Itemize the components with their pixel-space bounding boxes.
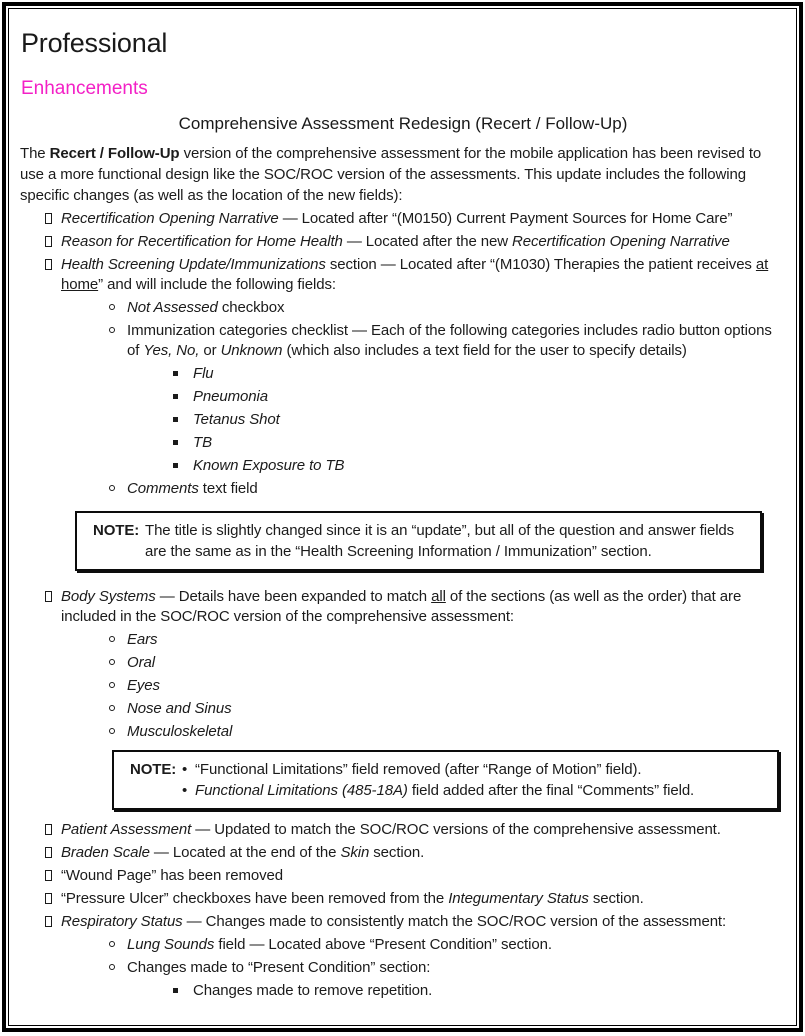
list-item [109,321,786,361]
square-outline-bullet-icon [45,236,52,247]
text-run: checkbox [217,299,285,316]
bullet-wrap [173,387,193,399]
text-run: section. [588,890,644,907]
text-run: Respiratory Status [61,913,183,930]
text-run: Recert / Follow-Up [49,145,180,162]
text-run: Recertification Opening Narrative [512,233,730,250]
text-run: field — Located above “Present Condition” section. [214,936,552,953]
text-run: Flu [193,365,214,382]
note-box [75,511,762,571]
text-run: Changes made to remove repetition. [193,982,433,999]
text-run: Unknown [220,342,283,359]
text-run: Recertification Opening Narrative [61,210,279,227]
filled-square-bullet-icon [173,394,178,399]
list-item [173,387,786,407]
note-box [112,750,779,810]
dot-bullet-icon: • [182,782,188,799]
text-run: Immunization categories checklist — Each of the following categories includes radio button options of [127,322,772,359]
text-run: — Located at the end of the [149,844,341,861]
bullet-wrap [173,981,193,993]
bullet-wrap [109,479,127,491]
text-run: section. [369,844,425,861]
square-outline-bullet-icon [45,259,52,270]
text-run: (which also includes a text field for the user to specify details) [282,342,687,359]
text-run: — Located after “(M0150) Current Payment Sources for Home Care” [278,210,733,227]
document-body [20,209,786,1001]
list-item [45,843,786,863]
note-bullet-text [195,780,694,801]
list-item-text [61,820,786,840]
bullet-wrap [45,587,61,602]
bullet-wrap [109,676,127,688]
list-item-text [127,653,786,673]
text-run: “Pressure Ulcer” checkboxes have been removed from the [61,890,449,907]
text-run: of the sections (as well as the order) that are included in the SOC/ROC version of the comprehensive assessment: [61,588,742,625]
text-run: — Changes made to consistently match the SOC/ROC version of the assessment: [182,913,727,930]
note-label: NOTE: [130,761,177,778]
list-item-text [127,699,786,719]
list-item [45,209,786,229]
text-run: The title is slightly changed since it is an “update”, but all of the question and answer fields are the same as in the “Health Screening Information / Immunization” section. [145,522,735,560]
list-item [45,866,786,886]
bullet-wrap [109,653,127,665]
square-outline-bullet-icon [45,824,52,835]
square-outline-bullet-icon [45,870,52,881]
list-item-text [193,433,786,453]
list-item [45,255,786,295]
page-title: Professional [21,28,168,58]
bullet-wrap [173,364,193,376]
list-item [173,981,786,1001]
text-run: at home [61,256,769,293]
square-outline-bullet-icon [45,213,52,224]
circle-outline-bullet-icon [109,682,115,688]
text-run: Changes made to “Present Condition” section: [127,959,431,976]
square-outline-bullet-icon [45,591,52,602]
bullet-wrap [45,209,61,224]
list-item [45,587,786,627]
list-item-text [193,387,786,407]
list-item-text [61,912,786,932]
list-item-text [127,298,786,318]
text-run: section — Located after “(M1030) Therapies the patient receives [325,256,756,273]
text-run: Reason for Recertification for Home Health [61,233,343,250]
enhancements-heading: Enhancements [21,78,148,99]
text-run: Known Exposure to TB [193,457,345,474]
list-item [45,889,786,909]
text-run: — Located after the new [342,233,513,250]
text-run: Functional Limitations (485-18A) [195,782,408,799]
circle-outline-bullet-icon [109,728,115,734]
bullet-wrap [109,699,127,711]
filled-square-bullet-icon [173,988,178,993]
list-item [109,653,786,673]
bullet-wrap [109,722,127,734]
list-item-text [127,722,786,742]
list-item [173,410,786,430]
document-page [2,2,803,1032]
note-bullet-text [195,759,641,780]
list-item [109,722,786,742]
list-item [109,676,786,696]
text-run: field added after the final “Comments” field. [407,782,695,799]
bullet-wrap [109,630,127,642]
list-item [45,912,786,932]
text-run: Braden Scale [61,844,150,861]
text-run: version of the comprehensive assessment for the mobile application has been revised to use a more functional design like the SOC/ROC version of the assessments. This update includes the following specific changes (as well as the location of the new fields): [20,145,762,204]
list-item-text [127,676,786,696]
list-item [109,630,786,650]
text-run: Skin [340,844,370,861]
list-item-text [193,410,786,430]
bullet-wrap [45,889,61,904]
circle-outline-bullet-icon [109,705,115,711]
text-run: The [20,145,50,162]
list-item-text [127,479,786,499]
text-run: Tetanus Shot [193,411,280,428]
note-label: NOTE: [93,522,140,539]
bullet-wrap [109,935,127,947]
text-run: ” and will include the following fields: [98,276,336,293]
circle-outline-bullet-icon [109,304,115,310]
filled-square-bullet-icon [173,417,178,422]
list-item-text [61,255,786,295]
bullet-wrap [173,410,193,422]
list-item [109,958,786,978]
list-item-text [61,843,786,863]
text-run: “Functional Limitations” field removed (after “Range of Motion” field). [195,761,642,778]
text-run: Body Systems [61,588,156,605]
list-item [173,364,786,384]
list-item [109,699,786,719]
text-run: all [431,588,446,605]
text-run: Nose and Sinus [127,700,232,717]
circle-outline-bullet-icon [109,941,115,947]
circle-outline-bullet-icon [109,327,115,333]
note-bullet-item [182,780,767,801]
list-item-text [127,630,786,650]
note-body [145,520,750,562]
text-run: Ears [127,631,158,648]
text-run: text field [198,480,258,497]
list-item [109,298,786,318]
bullet-wrap [45,912,61,927]
list-item-text [61,232,786,252]
list-item-text [127,958,786,978]
bullet-wrap [173,456,193,468]
square-outline-bullet-icon [45,916,52,927]
circle-outline-bullet-icon [109,659,115,665]
list-item-text [61,209,786,229]
list-item [173,433,786,453]
list-item-text [127,935,786,955]
bullet-wrap [109,958,127,970]
dot-bullet-icon: • [182,761,188,778]
text-run: Comments [127,480,199,497]
bullet-wrap [45,866,61,881]
bullet-wrap [45,255,61,270]
text-run: Patient Assessment [61,821,192,838]
list-item [173,456,786,476]
note-body [182,759,767,801]
text-run: Pneumonia [193,388,268,405]
text-run: Not Assessed [127,299,218,316]
square-outline-bullet-icon [45,893,52,904]
list-item [45,232,786,252]
list-item [109,935,786,955]
assessment-redesign-heading: Comprehensive Assessment Redesign (Recert / Follow-Up) [178,114,628,133]
text-run: — Updated to match the SOC/ROC versions of the comprehensive assessment. [191,821,721,838]
bullet-wrap [109,298,127,310]
list-item [45,820,786,840]
filled-square-bullet-icon [173,440,178,445]
list-item-text [61,587,786,627]
intro-paragraph [20,143,786,206]
circle-outline-bullet-icon [109,964,115,970]
list-item-text [193,456,786,476]
list-item-text [193,364,786,384]
bullet-wrap [45,843,61,858]
text-run: Health Screening Update/Immunizations [61,256,326,273]
list-item [109,479,786,499]
bullet-wrap [109,321,127,333]
circle-outline-bullet-icon [109,485,115,491]
document-inner-border [8,8,797,1026]
bullet-wrap [45,820,61,835]
text-run: “Wound Page” has been removed [61,867,283,884]
bullet-wrap [173,433,193,445]
square-outline-bullet-icon [45,847,52,858]
filled-square-bullet-icon [173,463,178,468]
text-run: Eyes [127,677,160,694]
note-bullet-item [182,759,767,780]
list-item-text [193,981,786,1001]
text-run: TB [193,434,212,451]
filled-square-bullet-icon [173,371,178,376]
text-run: Integumentary Status [448,890,589,907]
list-item-text [61,866,786,886]
circle-outline-bullet-icon [109,636,115,642]
text-run: Musculoskeletal [127,723,233,740]
bullet-wrap [45,232,61,247]
list-item-text [127,321,786,361]
text-run: Oral [127,654,155,671]
text-run: Yes, No, [143,342,200,359]
list-item-text [61,889,786,909]
text-run: Lung Sounds [127,936,215,953]
text-run: — Details have been expanded to match [155,588,432,605]
text-run: or [199,342,221,359]
